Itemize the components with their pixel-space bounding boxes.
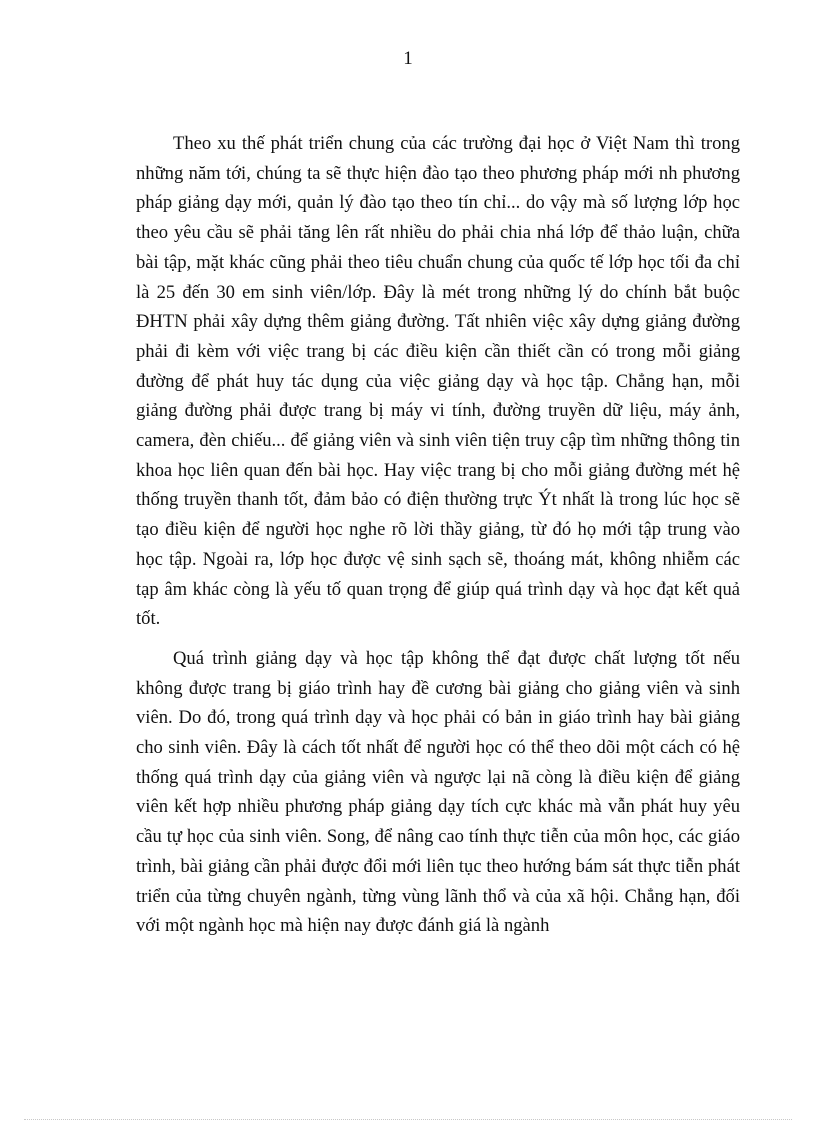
- document-body: [136, 129, 740, 951]
- paragraph-1: Theo xu thế phát triển chung của các trường đại học ở Việt Nam thì trong những năm tới, chúng ta sẽ thực hiện đào tạo theo phương pháp mới nh phương pháp giảng dạy mới, quản lý đào tạo theo tín chỉ... do vậy mà số lượng lớp học theo yêu cầu sẽ phải tăng lên rất nhiều do phải chia nhá lớp để thảo luận, chữa bài tập, mặt khác cũng phải theo tiêu chuẩn chung của quốc tế lớp học tối đa chỉ là 25 đến 30 em sinh viên/lớp. Đây là mét trong những lý do chính bắt buộc ĐHTN phải xây dựng thêm giảng đường. Tất nhiên việc xây dựng giảng đường phải đi kèm với việc trang bị các điều kiện cần thiết cần có trong mỗi giảng đường để phát huy tác dụng của việc giảng dạy và học tập. Chẳng hạn, mỗi giảng đường phải được trang bị máy vi tính, đường truyền dữ liệu, máy ảnh, camera, đèn chiếu... để giảng viên và sinh viên tiện truy cập tìm những thông tin khoa học liên quan đến bài học. Hay việc trang bị cho mỗi giảng đường mét hệ thống truyền thanh tốt, đảm bảo có điện thường trực Ýt nhất là trong lúc học sẽ tạo điều kiện để người học nghe rõ lời thầy giảng, từ đó họ mới tập trung vào học tập. Ngoài ra, lớp học được vệ sinh sạch sẽ, thoáng mát, không nhiễm các tạp âm khác còng là yếu tố quan trọng để giúp quá trình dạy và học đạt kết quả tốt.: [136, 133, 740, 630]
- page-number: 1: [403, 48, 413, 69]
- paragraph-2: Quá trình giảng dạy và học tập không thể đạt được chất lượng tốt nếu không được trang bị giáo trình hay đề cương bài giảng cho giảng viên và sinh viên. Do đó, trong quá trình dạy và học phải có bản in giáo trình hay bài giảng cho sinh viên. Đây là cách tốt nhất để người học có thể theo dõi một cách có hệ thống quá trình dạy của giảng viên và ngược lại nã còng là điều kiện để giảng viên kết hợp nhiều phương pháp giảng dạy tích cực khác mà vẫn phát huy yêu cầu tự học của sinh viên. Song, để nâng cao tính thực tiễn của môn học, các giáo trình, bài giảng cần phải được đổi mới liên tục theo hướng bám sát thực tiễn phát triển của từng chuyên ngành, từng vùng lãnh thổ và của xã hội. Chẳng hạn, đối với một ngành học mà hiện nay được đánh giá là ngành: [136, 647, 740, 937]
- page-bottom-divider: [24, 1119, 792, 1120]
